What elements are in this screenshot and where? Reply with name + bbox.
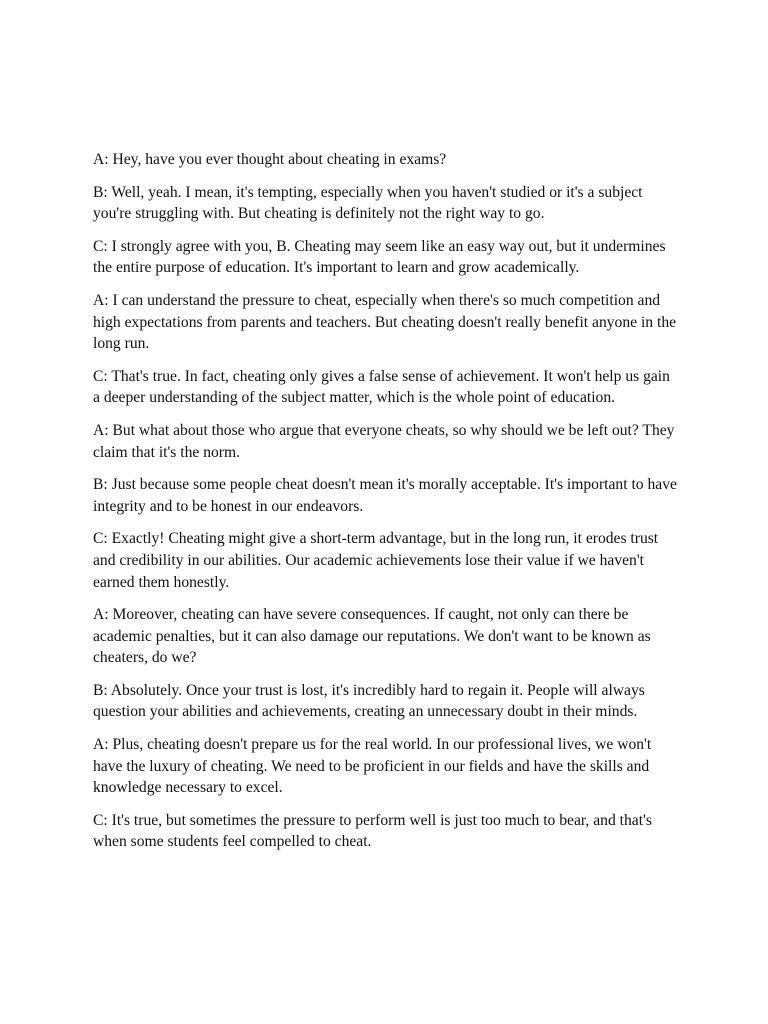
dialogue-line: C: I strongly agree with you, B. Cheating may seem like an easy way out, but it undermines the entire purpose of education. It's important to learn and grow academically. [93, 237, 666, 277]
dialogue-line: C: It's true, but sometimes the pressure to perform well is just too much to bear, and that's when some students feel compelled to cheat. [93, 811, 652, 851]
dialogue-line: B: Well, yeah. I mean, it's tempting, especially when you haven't studied or it's a subject you're struggling with. But cheating is definitely not the right way to go. [93, 183, 643, 223]
dialogue-line: A: But what about those who argue that everyone cheats, so why should we be left out? They claim that it's the norm. [93, 421, 675, 461]
dialogue-line: A: Hey, have you ever thought about cheating in exams? [93, 151, 447, 168]
dialogue-line: B: Absolutely. Once your trust is lost, it's incredibly hard to regain it. People will always question your abilities and achievements, creating an unnecessary doubt in their minds. [93, 681, 645, 721]
dialogue-line: B: Just because some people cheat doesn't mean it's morally acceptable. It's important to have integrity and to be honest in our endeavors. [93, 476, 677, 515]
dialogue-text [93, 149, 678, 864]
dialogue-line: A: I can understand the pressure to cheat, especially when there's so much competition and high expectations from parents and teachers. But cheating doesn't really benefit anyone in the long run. [93, 291, 677, 353]
dialogue-line: A: Plus, cheating doesn't prepare us for the real world. In our professional lives, we won't have the luxury of cheating. We need to be proficient in our fields and have the skills and knowledge necessary to excel. [93, 736, 652, 797]
dialogue-line: C: That's true. In fact, cheating only gives a false sense of achievement. It won't help us gain a deeper understanding of the subject matter, which is the whole point of education. [93, 367, 670, 407]
dialogue-line: C: Exactly! Cheating might give a short-term advantage, but in the long run, it erodes trust and credibility in our abilities. Our academic achievements lose their value if we haven't earned them honestly. [93, 530, 659, 591]
dialogue-line: A: Moreover, cheating can have severe consequences. If caught, not only can there be academic penalties, but it can also damage our reputations. We don't want to be known as cheaters, do we? [93, 606, 651, 667]
